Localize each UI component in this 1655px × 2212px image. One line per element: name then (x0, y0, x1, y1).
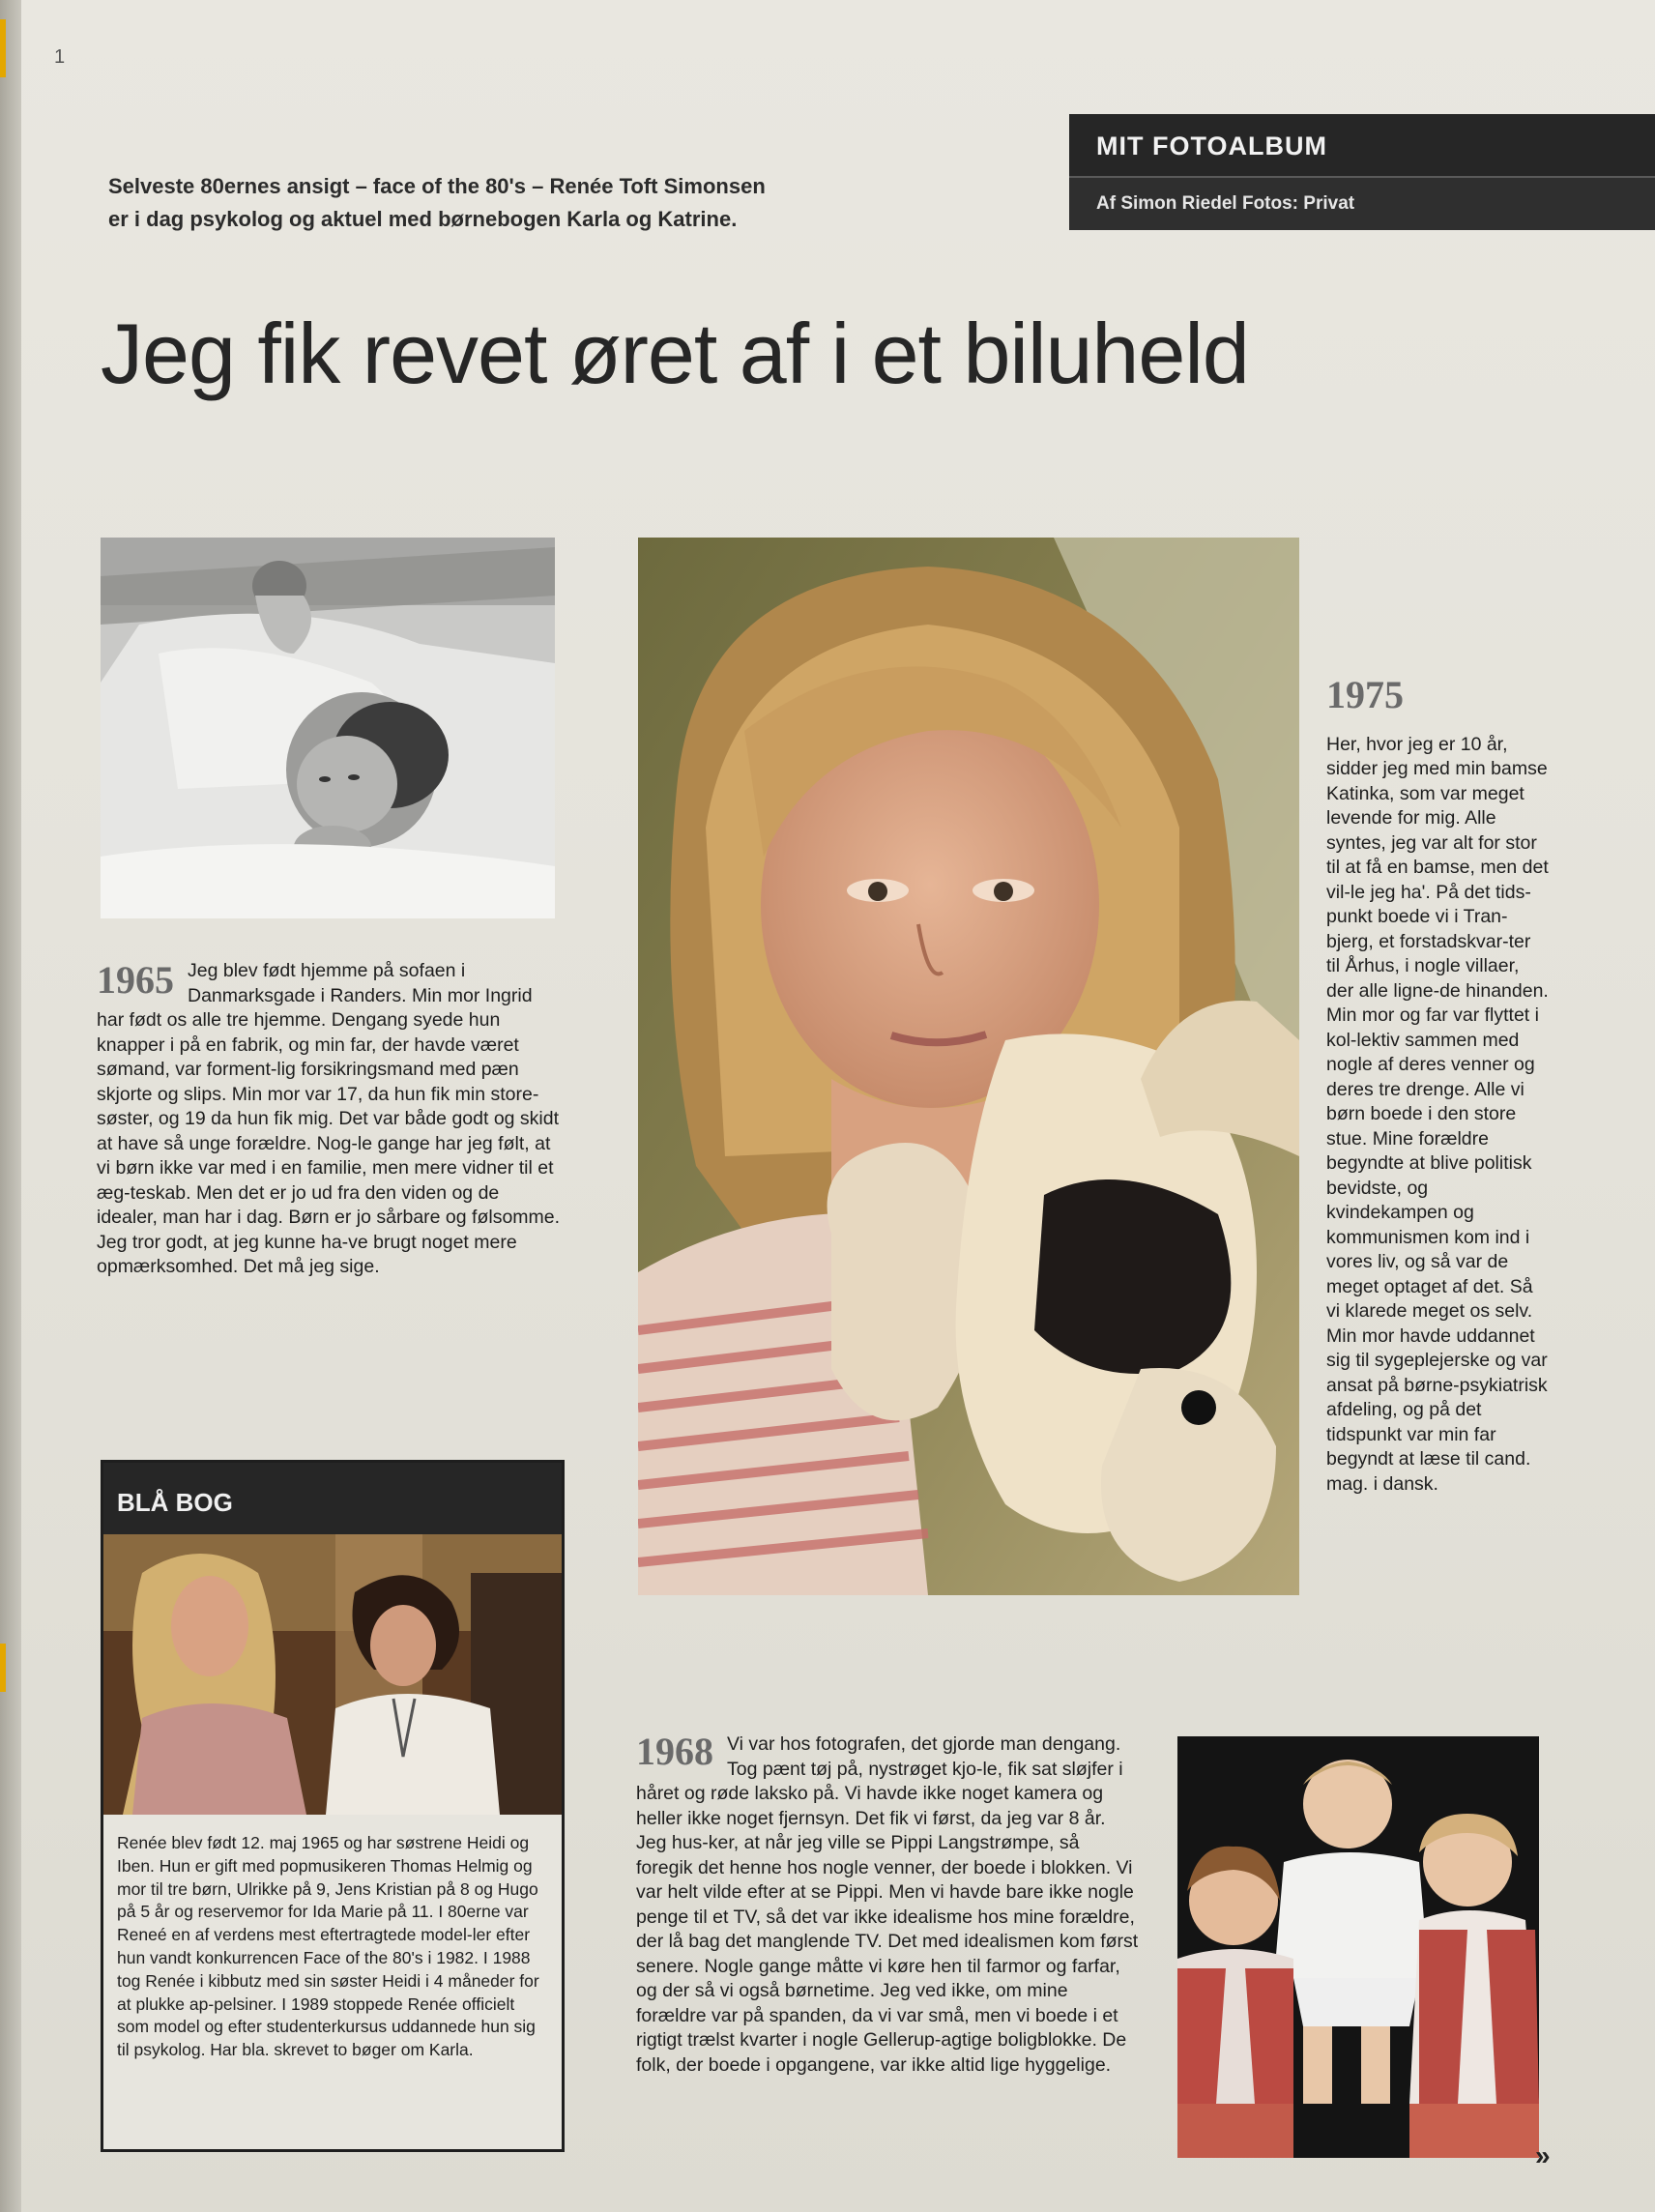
bio-text: Renée blev født 12. maj 1965 og har søstrene Heidi og Iben. Hun er gift med popmusikeren Thomas Helmig og mor til tre børn, Ulrikke på 9, Jens Kristian på 8 og Hugo på 5 år og reservemor for Ida Marie på 11. I 80erne var Reneé en af verdens mest eftertragtede model-ler efter hun vandt konkurrencen Face of the 80's i 1982. I 1988 tog Renée i kibbutz med sin søster Heidi i 4 måneder for at plukke ap-pelsiner. I 1989 stoppede Renée officielt som model og efter studenterkursus uddannede hun sig til psykolog. Har bla. skrevet to bøger om Karla. (117, 1833, 539, 2060)
entry-1968-text: Vi var hos fotografen, det gjorde man dengang. Tog pænt tøj på, nystrøget kjo-le, fik sat sløjfer i håret og røde laksko på. Vi havde ikke noget kamera og heller ikke noget fjernsyn. Det fik vi først, da jeg var 8 år. Jeg hus-ker, at når jeg ville se Pippi Langstrømpe, så foregik det henne hos nogle venner, der boede i blokken. Vi var helt vilde efter at se Pippi. Men vi havde bare ikke nogle penge til et TV, så det var ikke idealisme hos mine forældre, der lå bag det manglende TV. Det med idealismen kom først senere. Nogle gange måtte vi køre hen til farmor og farfar, og der så vi også børnetime. Jeg ved ikke, om mine forældre var på spanden, da vi var små, men vi boede i et rigtigt trælst kvarter i nogle Gellerup-agtige boligblokke. De folk, der boede i opgangene, var ikke altid lige hyggelige. (636, 1733, 1139, 2076)
page-number: 1 (54, 46, 66, 68)
girl-teddy-photo (638, 538, 1299, 1595)
baby-photo (101, 538, 555, 918)
entry-1975 (1326, 673, 1549, 1497)
entry-1965-text: Jeg blev født hjemme på sofaen i Danmarksgade i Randers. Min mor Ingrid har født os alle tre hjemme. Dengang syede hun knapper i på en fabrik, og min far, der havde været sømand, var forment-lig forsikringsmand med pæn skjorte og slips. Min mor var 17, da hun fik min store-søster, og 19 da hun fik mig. Det var både godt og skidt at have så unge forældre. Nog-le gange har jeg følt, at vi børn ikke var med i en familie, men mere vidner til et æg-teskab. Men det er jo ud fra den viden og de idealer, man har i dag. Børn er jo sårbare og følsomme. Jeg tror godt, at jeg kunne ha-ve brugt noget mere opmærksomhed. Det må jeg sige. (97, 960, 561, 1277)
year-1975: 1975 (1326, 673, 1404, 716)
entry-1975-text: Her, hvor jeg er 10 år, sidder jeg med min bamse Katinka, som var meget levende for mig. Alle syntes, jeg var alt for stor til at få en bamse, men det vil-le jeg ha'. På det tids-punkt boede vi i Tran-bjerg, et forstadskvar-ter til Århus, i nogle villaer, der alle ligne-de hinanden. Min mor og far var flyttet i kol-lektiv sammen med nogle af deres venner og deres tre drenge. Alle vi børn boede i den store stue. Mine forældre begyndte at blive politisk bevidste, og kvindekampen og kommunismen kom ind i vores liv, og så var de meget optaget af det. Så vi klarede meget os selv. Min mor havde uddannet sig til sygeplejerske og var ansat på børne-psykiatrisk afdeling, og på det tidspunkt var min far begyndt at læse til cand. mag. i dansk. (1326, 733, 1549, 1495)
year-1968: 1968 (636, 1730, 713, 1773)
intro-text (108, 170, 882, 236)
yellow-tab-top (0, 19, 6, 77)
couple-photo (103, 1534, 562, 1815)
section-label: MIT FOTOALBUM (1069, 114, 1655, 176)
section-header (1069, 114, 1655, 230)
yellow-tab-bottom (0, 1644, 6, 1692)
intro-line-1: Selveste 80ernes ansigt – face of the 80's – Renée Toft Simonsen (108, 174, 766, 198)
entry-1965 (97, 959, 561, 1280)
bio-box (101, 1460, 565, 2152)
continue-mark: » (1535, 2140, 1551, 2170)
headline: Jeg fik revet øret af i et biluheld (101, 306, 1249, 401)
intro-line-2: er i dag psykolog og aktuel med børnebogen Karla og Katrine. (108, 207, 738, 231)
three-children-photo (1177, 1736, 1539, 2158)
bio-title: BLÅ BOG (103, 1463, 562, 1534)
byline: Af Simon Riedel Fotos: Privat (1069, 176, 1655, 230)
year-1965: 1965 (97, 958, 174, 1002)
entry-1968 (636, 1732, 1139, 2078)
